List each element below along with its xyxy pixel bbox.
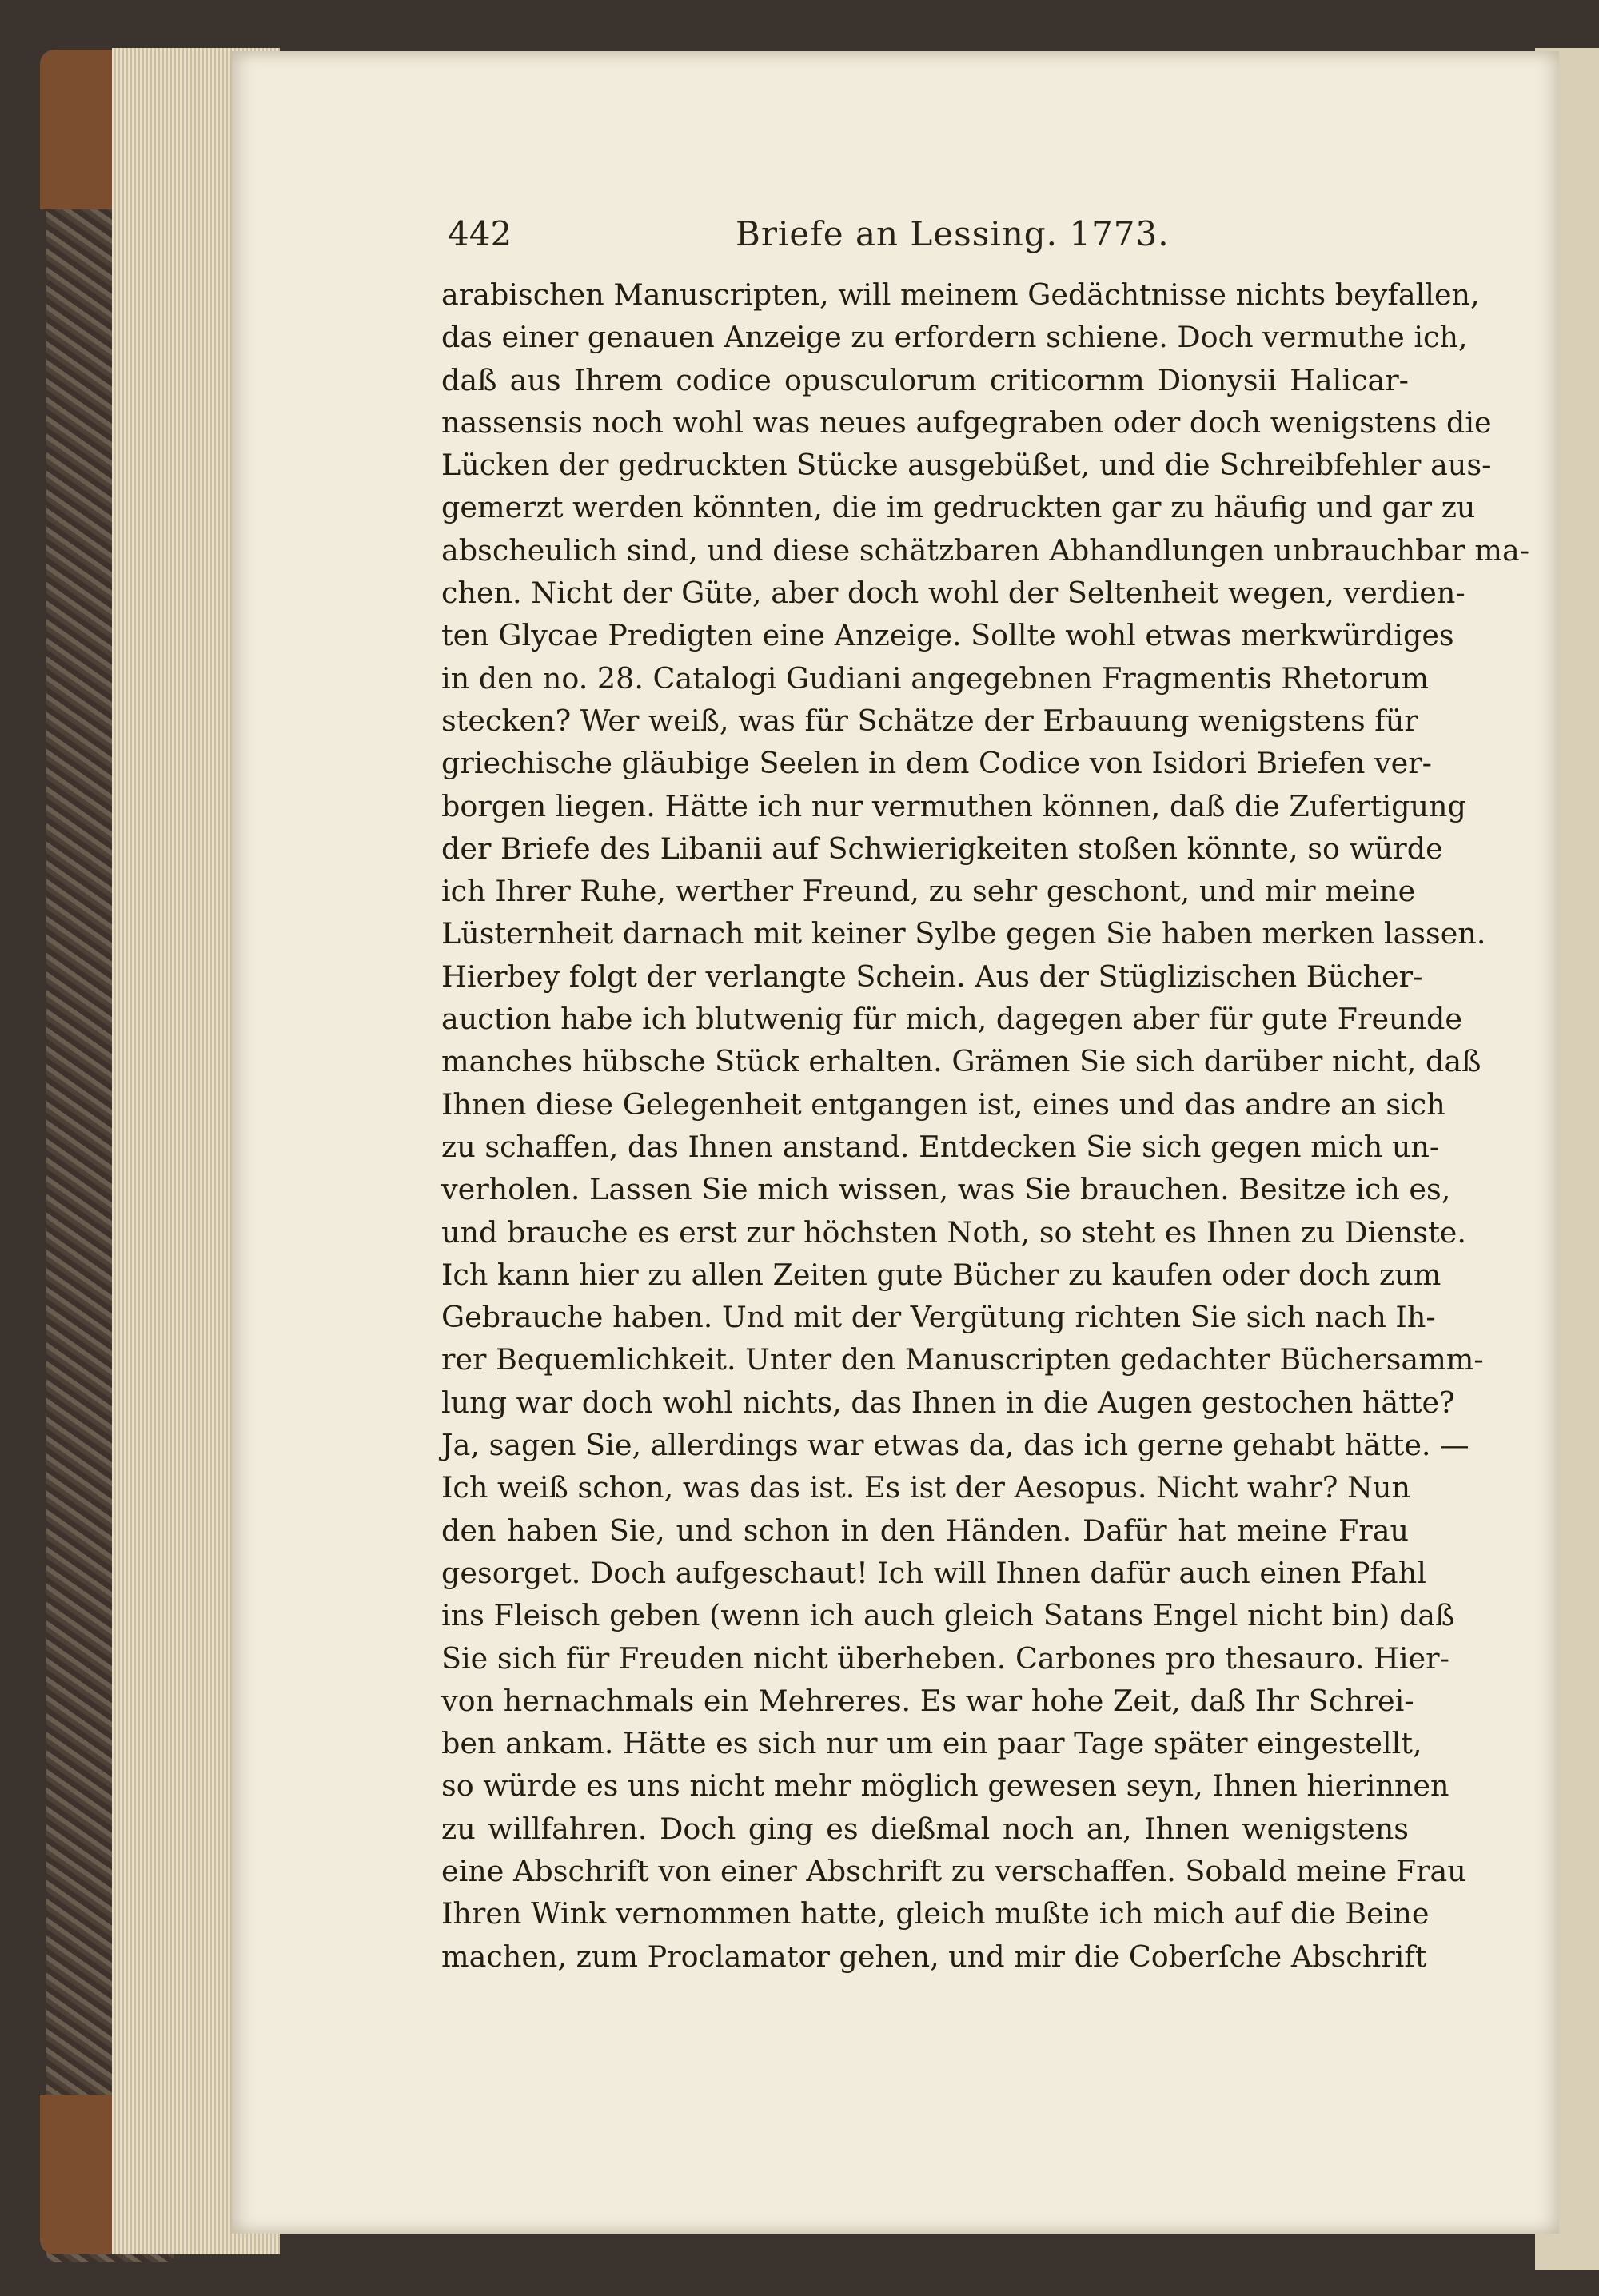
text-line: Ihnen diese Gelegenheit entgangen ist, eines und das andre an sich — [441, 1086, 1445, 1122]
text-line: lung war doch wohl nichts, das Ihnen in die Augen gestochen hätte? — [441, 1385, 1455, 1420]
text-line: arabischen Manuscripten, will meinem Gedächtnisse nichts beyfallen, — [441, 277, 1480, 312]
text-line: das einer genauen Anzeige zu erfordern schiene. Doch vermuthe ich, — [441, 320, 1468, 355]
page-number: 442 — [448, 214, 512, 253]
text-line: zu schaffen, das Ihnen anstand. Entdecken Sie sich gegen mich un- — [441, 1129, 1440, 1164]
text-line: ten Glycae Predigten eine Anzeige. Sollte wohl etwas merkwürdiges — [441, 618, 1454, 653]
text-line: stecken? Wer weiß, was für Schätze der Erbauung wenigstens für — [441, 703, 1418, 738]
text-line: Lüsternheit darnach mit keiner Sylbe gegen Sie haben merken lassen. — [441, 916, 1486, 951]
running-head: Briefe an Lessing. 1773. — [736, 214, 1170, 253]
text-line: verholen. Lassen Sie mich wissen, was Sie brauchen. Besitze ich es, — [441, 1172, 1451, 1207]
text-line: rer Bequemlichkeit. Unter den Manuscripten gedachter Büchersamm- — [441, 1342, 1484, 1377]
text-line: von hernachmals ein Mehreres. Es war hohe Zeit, daß Ihr Schrei- — [441, 1683, 1414, 1718]
text-line: Hierbey folgt der verlangte Schein. Aus der Stüglizischen Bücher- — [441, 959, 1423, 994]
text-line: Ich kann hier zu allen Zeiten gute Bücher zu kaufen oder doch zum — [441, 1257, 1441, 1292]
text-line: Ja, sagen Sie, allerdings war etwas da, das ich gerne gehabt hätte. — — [441, 1428, 1469, 1463]
text-line: manches hübsche Stück erhalten. Grämen Sie sich darüber nicht, daß — [441, 1044, 1481, 1079]
text-line: Ihren Wink vernommen hatte, gleich mußte ich mich auf die Beine — [441, 1896, 1430, 1931]
text-line: gemerzt werden könnten, die im gedruckten gar zu häufig und gar zu — [441, 490, 1476, 525]
text-line: Ich weiß schon, was das ist. Es ist der Aesopus. Nicht wahr? Nun — [441, 1470, 1410, 1505]
text-line: in den no. 28. Catalogi Gudiani angegebnen Fragmentis Rhetorum — [441, 660, 1430, 696]
text-line: chen. Nicht der Güte, aber doch wohl der Seltenheit wegen, verdien- — [441, 576, 1465, 611]
text-line: Sie sich für Freuden nicht überheben. Carbones pro thesauro. Hier- — [441, 1640, 1449, 1676]
text-line: griechische gläubige Seelen in dem Codice von Isidori Briefen ver- — [441, 746, 1433, 781]
text-line: machen, zum Proclamator gehen, und mir die Coberſche Abschrift — [441, 1939, 1427, 1974]
text-line: eine Abschrift von einer Abschrift zu verschaffen. Sobald meine Frau — [441, 1853, 1466, 1888]
text-line: Lücken der gedruckten Stücke ausgebüßet, und die Schreibfehler aus- — [441, 448, 1492, 483]
text-line: abscheulich sind, und diese schätzbaren Abhandlungen unbrauchbar ma- — [441, 532, 1530, 568]
text-line: ben ankam. Hätte es sich nur um ein paar Tage später eingestellt, — [441, 1726, 1422, 1761]
text-line: nassensis noch wohl was neues aufgegraben oder doch wenigstens die — [441, 405, 1492, 440]
text-line: der Briefe des Libanii auf Schwierigkeiten stoßen könnte, so würde — [441, 831, 1443, 866]
text-line: ins Fleisch geben (wenn ich auch gleich Satans Engel nicht bin) daß — [441, 1598, 1455, 1633]
text-line: daß aus Ihrem codice opusculorum criticornm Dionysii Halicar- — [441, 362, 1409, 397]
page-header — [448, 214, 1407, 262]
text-line: und brauche es erst zur höchsten Noth, so steht es Ihnen zu Dienste. — [441, 1214, 1466, 1250]
body-text — [441, 273, 1530, 1978]
text-line: borgen liegen. Hätte ich nur vermuthen können, daß die Zufertigung — [441, 788, 1466, 823]
text-line: ich Ihrer Ruhe, werther Freund, zu sehr geschont, und mir meine — [441, 874, 1416, 909]
text-line: den haben Sie, und schon in den Händen. Dafür hat meine Frau — [441, 1513, 1409, 1548]
text-line: so würde es uns nicht mehr möglich gewesen seyn, Ihnen hierinnen — [441, 1768, 1449, 1804]
text-line: zu willfahren. Doch ging es dießmal noch an, Ihnen wenigstens — [441, 1811, 1409, 1846]
text-line: Gebrauche haben. Und mit der Vergütung richten Sie sich nach Ih- — [441, 1300, 1436, 1335]
text-line: auction habe ich blutwenig für mich, dagegen aber für gute Freunde — [441, 1002, 1463, 1037]
text-line: gesorget. Doch aufgeschaut! Ich will Ihnen dafür auch einen Pfahl — [441, 1555, 1426, 1590]
